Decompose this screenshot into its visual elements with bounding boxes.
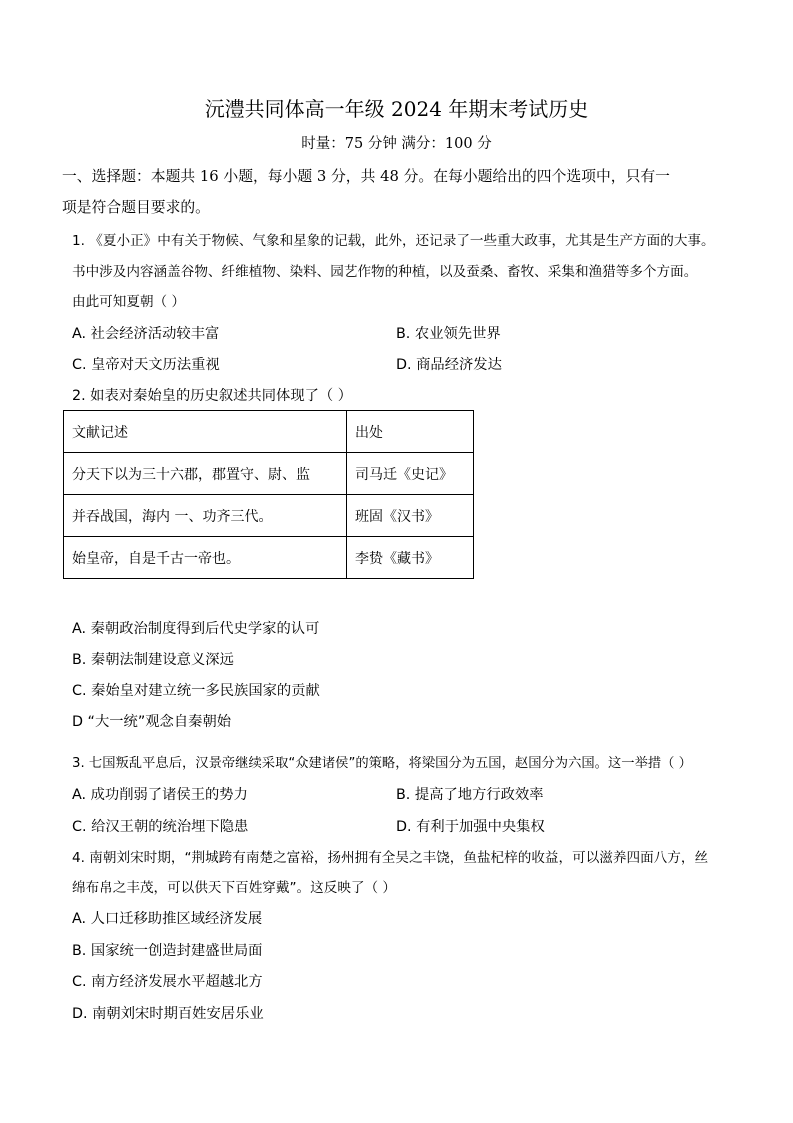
table-cell: 分天下以为三十六郡，郡置守、尉、监 bbox=[64, 453, 347, 495]
q1-stem-line3: 由此可知夏朝（ ） bbox=[72, 294, 186, 310]
q4-stem-line2: 绵布帛之丰茂，可以供天下百姓穿戴”。这反映了（ ） bbox=[72, 880, 397, 896]
q4-option-b: B. 国家统一创造封建盛世局面 bbox=[72, 943, 263, 959]
q1-option-d: D. 商品经济发达 bbox=[396, 357, 502, 373]
table-cell: 李贽《藏书》 bbox=[347, 537, 474, 579]
table-cell: 司马迁《史记》 bbox=[347, 453, 474, 495]
q1-stem-line2: 书中涉及内容涵盖谷物、纤维植物、染料、园艺作物的种植，以及蚕桑、畜牧、采集和渔猎等多个方面。 bbox=[72, 264, 698, 280]
table-cell: 始皇帝，自是千古一帝也。 bbox=[64, 537, 347, 579]
q2-option-b: B. 秦朝法制建设意义深远 bbox=[72, 652, 234, 668]
table-row bbox=[64, 453, 474, 495]
table-row bbox=[64, 495, 474, 537]
table-header-row bbox=[64, 411, 474, 453]
q2-source-table bbox=[63, 410, 474, 579]
table-header-cell: 出处 bbox=[347, 411, 474, 453]
q2-option-d: D “大一统”观念自秦朝始 bbox=[72, 714, 232, 730]
q2-stem: 2. 如表对秦始皇的历史叙述共同体现了（ ） bbox=[72, 388, 353, 404]
q1-option-c: C. 皇帝对天文历法重视 bbox=[72, 357, 220, 373]
table-header-cell: 文献记述 bbox=[64, 411, 347, 453]
q3-stem: 3. 七国叛乱平息后，汉景帝继续采取“众建诸侯”的策略，将梁国分为五国，赵国分为六国。这一举措（ ） bbox=[72, 756, 692, 771]
page-title: 沅澧共同体高一年级 2024 年期末考试历史 bbox=[204, 97, 589, 121]
q1-option-b: B. 农业领先世界 bbox=[396, 326, 501, 342]
q2-option-c: C. 秦始皇对建立统一多民族国家的贡献 bbox=[72, 683, 320, 699]
table-cell: 并吞战国，海内 一、功齐三代。 bbox=[64, 495, 347, 537]
section-intro-line2: 项是符合题目要求的。 bbox=[62, 199, 210, 216]
q4-option-c: C. 南方经济发展水平超越北方 bbox=[72, 974, 263, 990]
q4-option-a: A. 人口迁移助推区域经济发展 bbox=[72, 911, 263, 927]
q3-option-b: B. 提高了地方行政效率 bbox=[396, 787, 544, 803]
q1-stem-line1: 1. 《夏小正》中有关于物候、气象和星象的记载，此外，还记录了一些重大政事，尤其是生产方面的大事。 bbox=[72, 233, 715, 249]
q2-option-a: A. 秦朝政治制度得到后代史学家的认可 bbox=[72, 621, 320, 637]
exam-time-score: 时量：75 分钟 满分：100 分 bbox=[301, 136, 492, 152]
q3-option-c: C. 给汉王朝的统治埋下隐患 bbox=[72, 819, 249, 835]
q4-option-d: D. 南朝刘宋时期百姓安居乐业 bbox=[72, 1006, 264, 1022]
table-cell: 班固《汉书》 bbox=[347, 495, 474, 537]
q1-option-a: A. 社会经济活动较丰富 bbox=[72, 326, 220, 342]
section-intro-line1: 一、选择题：本题共 16 小题，每小题 3 分，共 48 分。在每小题给出的四个选项中，只有一 bbox=[62, 168, 670, 185]
q4-stem-line1: 4. 南朝刘宋时期，“荆城跨有南楚之富裕，扬州拥有全吴之丰饶，鱼盐杞梓的收益，可以滋养四面八方，丝 bbox=[72, 850, 709, 866]
q3-option-d: D. 有利于加强中央集权 bbox=[396, 819, 545, 835]
table-row bbox=[64, 537, 474, 579]
q3-option-a: A. 成功削弱了诸侯王的势力 bbox=[72, 787, 248, 803]
